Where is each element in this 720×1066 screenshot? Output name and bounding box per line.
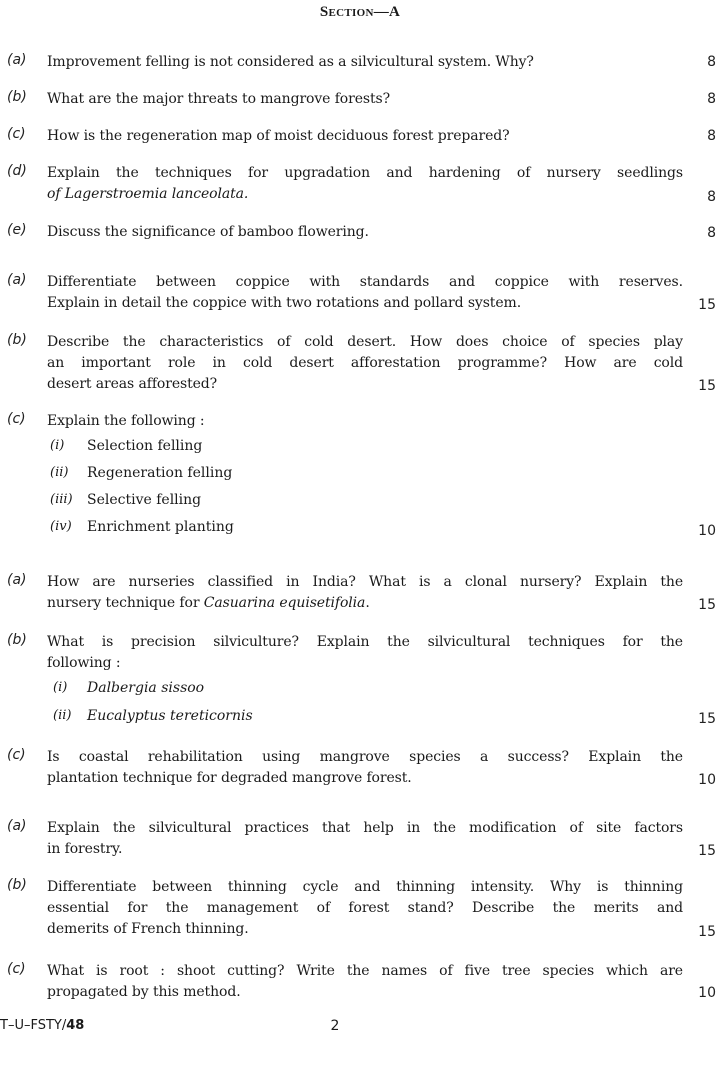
question-label: (a) <box>7 818 27 834</box>
species-name: Dalbergia sissoo <box>87 680 205 696</box>
question-text <box>47 89 683 110</box>
question-label: (b) <box>7 877 27 893</box>
marks: 10 <box>698 985 716 1001</box>
question-label: (c) <box>7 126 26 142</box>
marks: 15 <box>698 378 716 394</box>
marks: 8 <box>707 189 716 205</box>
species-name: Casuarina equisetifolia <box>203 595 366 611</box>
marks: 8 <box>707 225 716 241</box>
question-line: demerits of French thinning. <box>47 921 249 937</box>
sub-item-text: Selection felling <box>87 438 203 454</box>
marks: 15 <box>698 597 716 613</box>
question-line: Explain the techniques for upgradation and hardening of nursery seedlings <box>47 165 683 181</box>
question-text <box>47 632 683 674</box>
sub-item-label: (iii) <box>50 492 73 507</box>
question-label: (d) <box>7 163 27 179</box>
sub-item-label: (i) <box>53 680 68 695</box>
marks: 10 <box>698 772 716 788</box>
question-line: an important role in cold desert afforestation programme? How are cold <box>47 355 683 371</box>
question-text <box>47 163 683 205</box>
question-line: desert areas afforested? <box>47 376 218 392</box>
question-label: (b) <box>7 332 27 348</box>
species-name: Eucalyptus tereticornis <box>87 708 253 724</box>
question-label: (a) <box>7 52 27 68</box>
question-line: Explain the following : <box>47 413 205 429</box>
paper-code-number: 48 <box>66 1018 85 1033</box>
question-text <box>47 818 683 860</box>
question-line: plantation technique for degraded mangrove forest. <box>47 770 412 786</box>
question-line: Discuss the significance of bamboo flowering. <box>47 224 369 240</box>
question-line: following : <box>47 655 121 671</box>
question-label: (c) <box>7 747 26 763</box>
question-label: (a) <box>7 572 27 588</box>
question-line: Is coastal rehabilitation using mangrove species a success? Explain the <box>47 749 683 765</box>
question-line: How is the regeneration map of moist deciduous forest prepared? <box>47 128 510 144</box>
question-text <box>47 411 683 432</box>
sub-item-text: Selective felling <box>87 492 202 508</box>
question-line: Explain in detail the coppice with two rotations and pollard system. <box>47 295 522 311</box>
question-line: What is root : shoot cutting? Write the names of five tree species which are <box>47 963 683 979</box>
question-text <box>47 126 683 147</box>
question-line: What is precision silviculture? Explain the silvicultural techniques for the <box>47 634 683 650</box>
marks: 15 <box>698 711 716 727</box>
sub-item-label: (ii) <box>50 465 69 480</box>
sub-item-label: (iv) <box>50 519 72 534</box>
question-line: propagated by this method. <box>47 984 241 1000</box>
question-label: (a) <box>7 272 27 288</box>
sub-item-text: Enrichment planting <box>87 519 234 535</box>
question-text <box>47 222 683 243</box>
question-line: Improvement felling is not considered as a silvicultural system. Why? <box>47 54 534 70</box>
question-text <box>47 52 683 73</box>
question-label: (b) <box>7 632 27 648</box>
question-line: What are the major threats to mangrove forests? <box>47 91 391 107</box>
marks: 15 <box>698 924 716 940</box>
question-label: (c) <box>7 961 26 977</box>
question-line <box>47 184 683 205</box>
marks: 15 <box>698 297 716 313</box>
question-label: (e) <box>7 222 27 238</box>
question-line: Describe the characteristics of cold desert. How does choice of species play <box>47 334 683 350</box>
question-line: Explain the silvicultural practices that help in the modification of site factors <box>47 820 683 836</box>
question-line: essential for the management of forest stand? Describe the merits and <box>47 900 683 916</box>
marks: 8 <box>707 128 716 144</box>
question-label: (c) <box>7 411 26 427</box>
question-text <box>47 332 683 395</box>
species-name: of Lagerstroemia lanceolata. <box>47 186 249 202</box>
question-line: How are nurseries classified in India? What is a clonal nursery? Explain the <box>47 574 683 590</box>
marks: 8 <box>707 91 716 107</box>
sub-item-text: Regeneration felling <box>87 465 233 481</box>
section-title: Section—A <box>319 4 401 20</box>
sub-item-label: (ii) <box>53 708 72 723</box>
marks: 10 <box>698 523 716 539</box>
question-text <box>47 572 683 614</box>
question-text <box>47 272 683 314</box>
question-text <box>47 961 683 1003</box>
question-label: (b) <box>7 89 27 105</box>
question-line: Differentiate between thinning cycle and thinning intensity. Why is thinning <box>47 879 683 895</box>
paper-code-prefix: T–U–FSTY/ <box>0 1018 67 1033</box>
marks: 15 <box>698 843 716 859</box>
page-number: 2 <box>330 1018 340 1034</box>
marks: 8 <box>707 54 716 70</box>
sub-item-label: (i) <box>50 438 65 453</box>
question-line: in forestry. <box>47 841 123 857</box>
question-line: Differentiate between coppice with standards and coppice with reserves. <box>47 274 683 290</box>
question-line: nursery technique for Casuarina equisetifolia. <box>47 595 370 611</box>
question-text <box>47 877 683 940</box>
question-text <box>47 747 683 789</box>
